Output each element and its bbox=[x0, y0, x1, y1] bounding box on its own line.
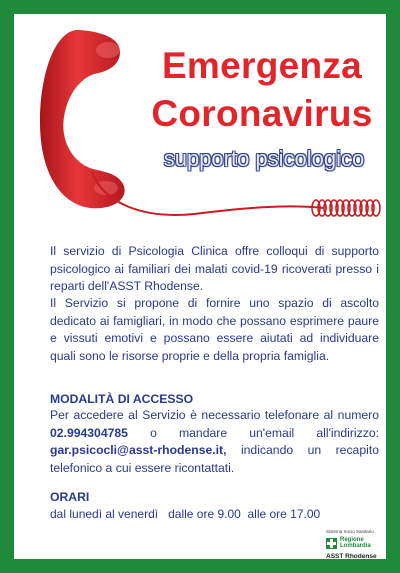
access-paragraph bbox=[50, 407, 379, 477]
title-line-2: Coronavirus bbox=[151, 93, 373, 134]
logo-org-text: ASST Rhodense bbox=[326, 553, 377, 560]
hours-text bbox=[50, 506, 320, 523]
coiled-cord-icon bbox=[84, 164, 394, 234]
access-text-3: indicando un recapito telefonico a cui essere ricontattati. bbox=[50, 443, 379, 475]
logo-region-text bbox=[340, 537, 371, 549]
intro-paragraph-2: Il Servizio si propone di fornire uno spazio di ascolto dedicato ai famigliari, in modo che possano esprimere paure e vissuti emotivi e possano essere aiutati ad individuare quali sono le risorse proprie e della propria famiglia. bbox=[50, 296, 379, 363]
logo-region-line-1: Regione bbox=[340, 537, 364, 543]
hours-time: dalle ore 9.00 alle ore 17.00 bbox=[168, 507, 321, 521]
subtitle: supporto psicologico bbox=[163, 146, 365, 171]
access-phone-number: 02.994304785 bbox=[50, 425, 128, 440]
access-text-2: o mandare un'email all'indirizzo: bbox=[127, 425, 379, 440]
intro-paragraph-1: Il servizio di Psicologia Clinica offre colloqui di supporto psicologico ai familiari dei malati covid-19 ricoverati presso i reparti dell'ASST Rhodense. bbox=[50, 244, 379, 294]
hours-days: dal lunedì al venerdì bbox=[50, 507, 159, 521]
regione-lombardia-logo bbox=[326, 529, 386, 569]
regione-lombardia-cross-icon bbox=[326, 538, 337, 549]
title-line-1: Emergenza bbox=[161, 45, 363, 86]
hours-heading: ORARI bbox=[50, 490, 90, 504]
logo-system-text: Sistema Socio Sanitario bbox=[326, 529, 374, 534]
access-heading: MODALITÀ DI ACCESSO bbox=[50, 392, 194, 406]
logo-region-line-2: Lombardia bbox=[340, 543, 371, 549]
access-text-1: Per accedere al Servizio è necessario telefonare al numero bbox=[50, 408, 379, 422]
access-email[interactable]: gar.psicocli@asst-rhodense.it, bbox=[50, 443, 227, 458]
